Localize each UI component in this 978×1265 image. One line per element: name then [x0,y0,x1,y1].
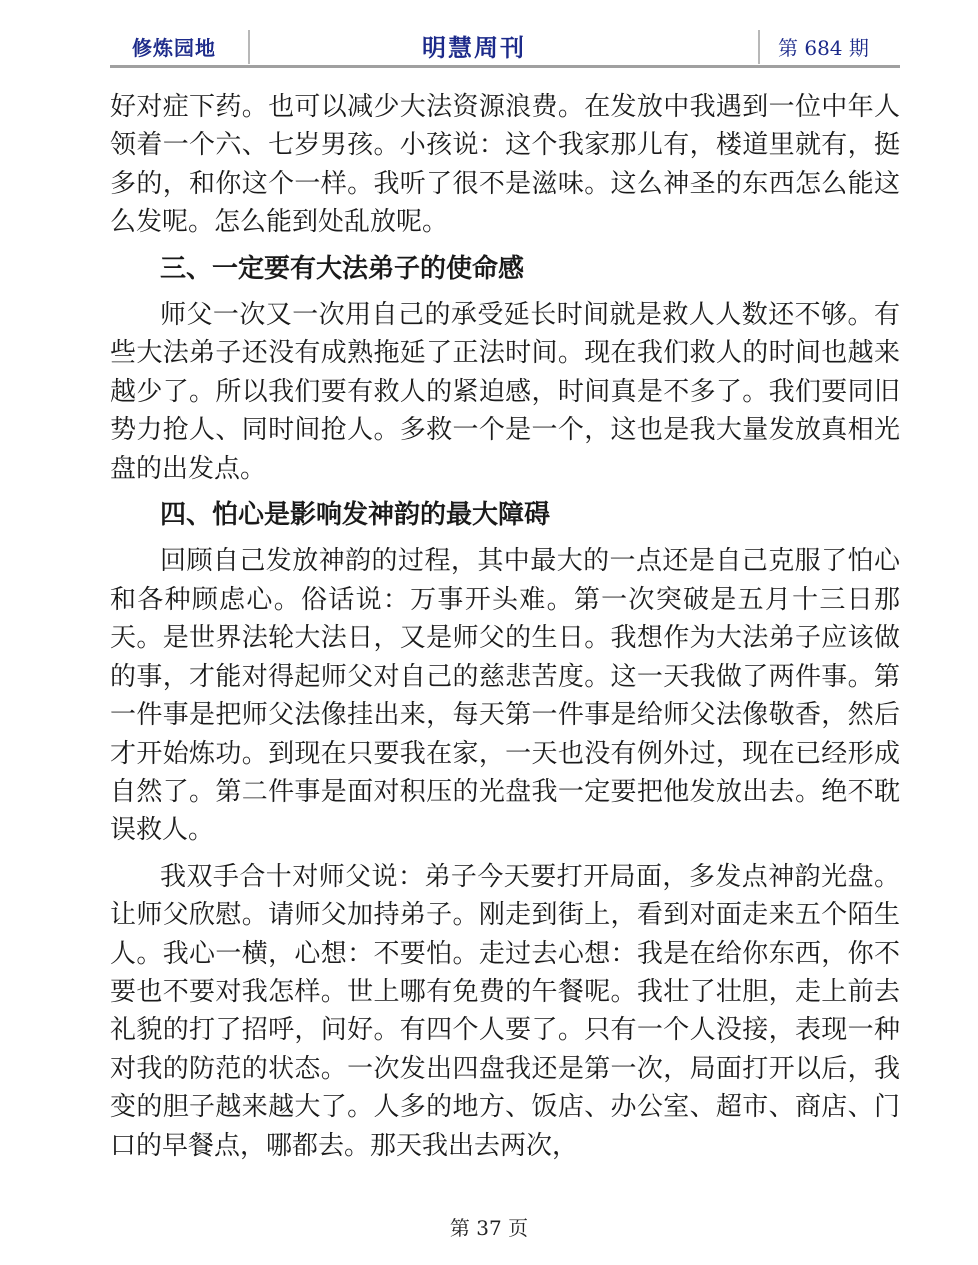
section-title: 修炼园地 [132,36,216,60]
page-number: 第 37 页 [449,1216,529,1240]
publication-title: 明慧周刊 [422,34,526,62]
section-heading: 四、怕心是影响发神韵的最大障碍 [160,500,551,531]
paragraph: 师父一次又一次用自己的承受延长时间就是救人人数还不够。有些大法弟子还没有成熟拖延了正法时间。现在我们救人的时间也越来越少了。所以我们要有救人的紧迫感，时间真是不多了。我们要同旧势力抢人、同时间抢人。多救一个是一个，这也是我大量发放真相光盘的出发点。 [110,300,900,484]
article-body [110,88,900,1165]
header-divider [248,30,250,64]
paragraph: 回顾自己发放神韵的过程，其中最大的一点还是自己克服了怕心和各种顾虑心。俗话说：万事开头难。第一次突破是五月十三日那天。是世界法轮大法日，又是师父的生日。我想作为大法弟子应该做的事，才能对得起师父对自己的慈悲苦度。这一天我做了两件事。第一件事是把师父法像挂出来，每天第一件事是给师父法像敬香，然后才开始炼功。到现在只要我在家，一天也没有例外过，现在已经形成自然了。第二件事是面对积压的光盘我一定要把他发放出去。绝不耽误救人。 [110,546,900,846]
issue-number: 第 684 期 [778,36,869,60]
paragraph: 好对症下药。也可以减少大法资源浪费。在发放中我遇到一位中年人领着一个六、七岁男孩。小孩说：这个我家那儿有，楼道里就有，挺多的，和你这个一样。我听了很不是滋味。这么神圣的东西怎么能这么发呢。怎么能到处乱放呢。 [110,92,900,238]
page-header [110,28,900,68]
header-rule [110,65,900,68]
header-divider [758,30,760,64]
section-heading: 三、一定要有大法弟子的使命感 [160,253,525,284]
paragraph: 我双手合十对师父说：弟子今天要打开局面，多发点神韵光盘。让师父欣慰。请师父加持弟子。刚走到街上，看到对面走来五个陌生人。我心一横，心想：不要怕。走过去心想：我是在给你东西，你不要也不要对我怎样。世上哪有免费的午餐呢。我壮了壮胆，走上前去礼貌的打了招呼，问好。有四个人要了。只有一个人没接，表现一种对我的防范的状态。一次发出四盘我还是第一次，局面打开以后，我变的胆子越来越大了。人多的地方、饭店、办公室、超市、商店、门口的早餐点，哪都去。那天我出去两次， [110,861,900,1161]
